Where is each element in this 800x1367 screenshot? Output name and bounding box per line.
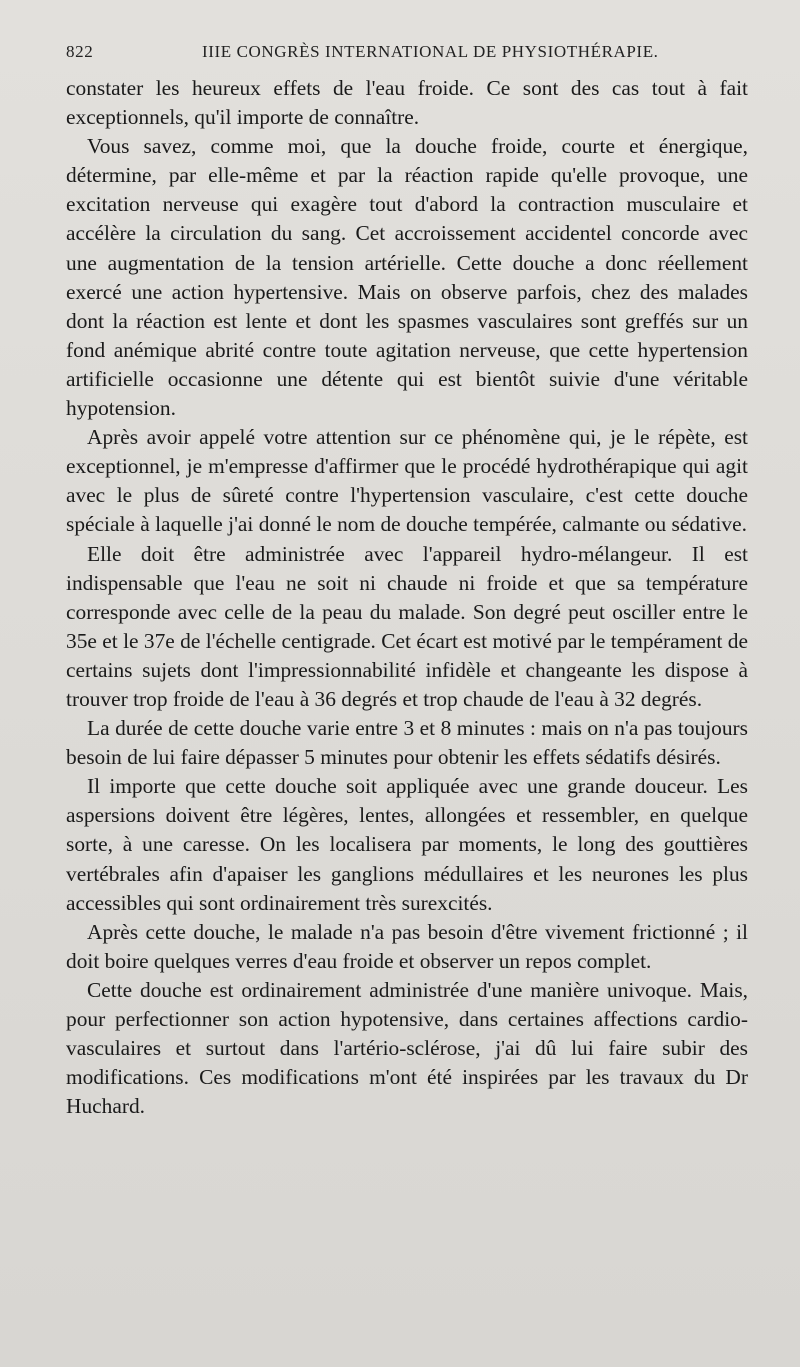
paragraph-duree: La durée de cette douche varie entre 3 et 8 minutes : mais on n'a pas toujours besoin de lui faire dépasser 5 minutes pour obtenir les effets sédatifs désirés. — [66, 716, 748, 770]
body-text — [66, 74, 748, 1121]
paragraph-modifications: Cette douche est ordinairement administrée d'une manière univoque. Mais, pour perfectionner son action hypotensive, dans certaines affections cardio-vasculaires et surtout dans l'artério-sclérose, j'ai dû lui faire subir des modifications. Ces modifications m'ont été inspirées par les travaux du Dr Huchard. — [66, 977, 748, 1119]
paragraph-douceur: Il importe que cette douche soit appliquée avec une grande douceur. Les aspersions doivent être légères, lentes, allongées et ressembler, en quelque sorte, à une caresse. On les localisera par moments, le long des gouttières vertébrales afin d'apaiser les ganglions médullaires et les neurones les plus accessibles qui sont ordinairement très surexcités. — [66, 774, 748, 915]
page-number: 822 — [66, 42, 94, 61]
running-title: IIIE CONGRÈS INTERNATIONAL DE PHYSIOTHÉRAPIE. — [202, 42, 659, 61]
paragraph-douche-froide: Vous savez, comme moi, que la douche froide, courte et énergique, détermine, par elle-même et par la réaction rapide qu'elle provoque, une excitation nerveuse qui exagère tout d'abord la contraction musculaire et accélère la circulation du sang. Cet accroissement accidentel concorde avec une augmentation de la tension artérielle. Cette douche a donc réellement exercé une action hypertensive. Mais on observe parfois, chez des malades dont la réaction est lente et dont les spasmes vasculaires sont greffés sur un fond anémique abrité contre toute agitation nerveuse, que cette hypertension artificielle occasionne une détente qui est bientôt suivie d'une véritable hypotension. — [66, 134, 748, 421]
paragraph-douche-temperee: Après avoir appelé votre attention sur ce phénomène qui, je le répète, est exceptionnel, je m'empresse d'affirmer que le procédé hydrothérapique qui agit avec le plus de sûreté contre l'hypertension vasculaire, c'est cette douche spéciale à laquelle j'ai donné le nom de douche tempérée, calmante ou sédative. — [66, 425, 748, 537]
page-header — [66, 42, 742, 62]
paragraph-apres-douche: Après cette douche, le malade n'a pas besoin d'être vivement frictionné ; il doit boire quelques verres d'eau froide et observer un repos complet. — [66, 919, 748, 973]
paragraph-continuation: constater les heureux effets de l'eau froide. Ce sont des cas tout à fait exceptionnels, qu'il importe de connaître. — [66, 76, 748, 130]
paragraph-administration: Elle doit être administrée avec l'appareil hydro-mélangeur. Il est indispensable que l'eau ne soit ni chaude ni froide et que sa température corresponde avec celle de la peau du malade. Son degré peut osciller entre le 35e et le 37e de l'échelle centigrade. Cet écart est motivé par le tempérament de certains sujets dont l'impressionnabilité infidèle et changeante les dispose à trouver trop froide de l'eau à 36 degrés et trop chaude de l'eau à 32 degrés. — [66, 541, 748, 711]
